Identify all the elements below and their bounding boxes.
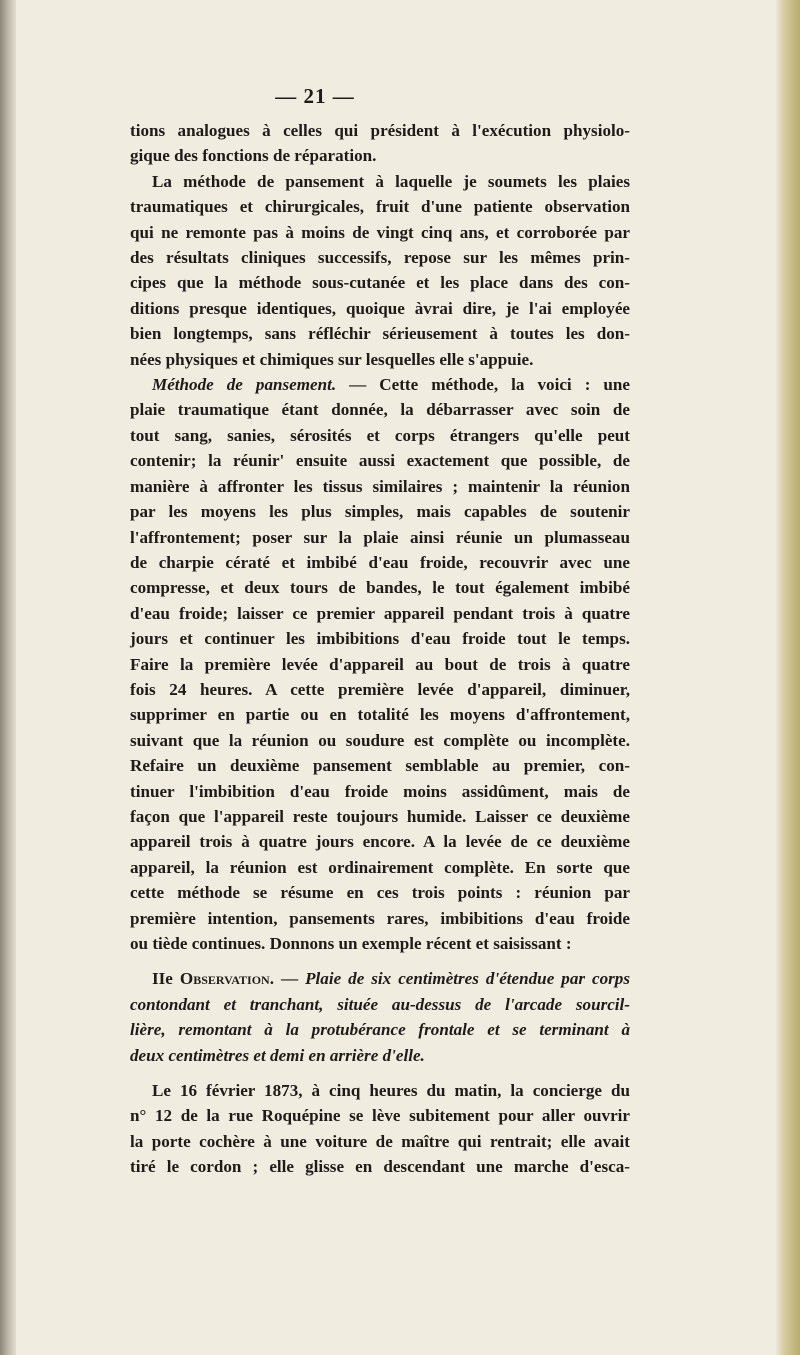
text-line: qui ne remonte pas à moins de vingt cinq ans, et corroborée par <box>130 222 630 242</box>
observation-number: IIe <box>152 969 173 989</box>
observation-title-line: contondant et tranchant, située au-dessus de l'arcade sourcil- <box>130 994 630 1014</box>
text-line: fois 24 heures. A cette première levée d'appareil, diminuer, <box>130 679 630 699</box>
text-line: bien longtemps, sans réfléchir sérieusement à toutes les don- <box>130 324 630 344</box>
observation-heading-line <box>130 966 630 991</box>
page-body <box>130 118 630 1180</box>
section-heading: Méthode de pansement. <box>152 375 337 395</box>
text-line: La méthode de pansement à laquelle je soumets les plaies <box>152 171 630 191</box>
text-line: traumatiques et chirurgicales, fruit d'une patiente observation <box>130 197 630 217</box>
observation-title: Plaie de six centimètres d'étendue par corps <box>305 969 630 989</box>
text-line: n° 12 de la rue Roquépine se lève subitement pour aller ouvrir <box>130 1106 630 1126</box>
text-line: contenir; la réunir' ensuite aussi exactement que possible, de <box>130 451 630 471</box>
text-line: première intention, pansements rares, imbibitions d'eau froide <box>130 908 630 928</box>
text-line: cipes que la méthode sous-cutanée et les place dans des con- <box>130 273 630 293</box>
book-spine-shadow <box>0 0 16 1355</box>
text-line: façon que l'appareil reste toujours humide. Laisser ce deuxième <box>130 806 630 826</box>
text-line: de charpie cératé et imbibé d'eau froide, recouvrir avec une <box>130 552 630 572</box>
observation-title-line: deux centimètres et demi en arrière d'elle. <box>130 1045 425 1065</box>
text-line: ditions presque identiques, quoique àvrai dire, je l'ai employée <box>130 298 630 318</box>
text-line: l'affrontement; poser sur la plaie ainsi réunie un plumasseau <box>130 527 630 547</box>
text-line: compresse, et deux tours de bandes, le tout également imbibé <box>130 578 630 598</box>
page-edge <box>776 0 800 1355</box>
text-line: supprimer en partie ou en totalité les moyens d'affrontement, <box>130 705 630 725</box>
section-heading-line <box>130 372 630 397</box>
text-line: par les moyens les plus simples, mais capables de soutenir <box>130 502 630 522</box>
text-line: nées physiques et chimiques sur lesquelles elle s'appuie. <box>130 349 534 369</box>
text-line: gique des fonctions de réparation. <box>130 146 377 166</box>
text-line: tout sang, sanies, sérosités et corps étrangers qu'elle peut <box>130 425 630 445</box>
text-line: tinuer l'imbibition d'eau froide moins assidûment, mais de <box>130 781 630 801</box>
text-line: Faire la première levée d'appareil au bout de trois à quatre <box>130 654 630 674</box>
text-line: cette méthode se résume en ces trois points : réunion par <box>130 883 630 903</box>
text-line: Le 16 février 1873, à cinq heures du matin, la concierge du <box>152 1081 630 1101</box>
text-line: plaie traumatique étant donnée, la débarrasser avec soin de <box>130 400 630 420</box>
text-fragment: — <box>273 969 306 989</box>
page-number: — 21 — <box>275 84 355 108</box>
paragraph-gap <box>130 956 630 966</box>
text-line: d'eau froide; laisser ce premier appareil pendant trois à quatre <box>130 603 630 623</box>
text-line: Refaire un deuxième pansement semblable au premier, con- <box>130 756 630 776</box>
text-line: manière à affronter les tissus similaires ; maintenir la réunion <box>130 476 630 496</box>
observation-label: Observation. <box>179 969 274 989</box>
text-fragment: — Cette méthode, la voici : une <box>336 375 631 395</box>
text-line: jours et continuer les imbibitions d'eau froide tout le temps. <box>130 629 630 649</box>
text-line: tions analogues à celles qui président à l'exécution physiolo- <box>130 121 630 140</box>
text-line: ou tiède continues. Donnons un exemple récent et saisissant : <box>130 934 572 953</box>
text-line: des résultats cliniques successifs, repose sur les mêmes prin- <box>130 248 630 268</box>
paragraph-gap <box>130 1068 630 1078</box>
text-line: suivant que la réunion ou soudure est complète ou incomplète. <box>130 730 630 750</box>
text-line: la porte cochère à une voiture de maître qui rentrait; elle avait <box>130 1131 630 1151</box>
observation-title-line: lière, remontant à la protubérance frontale et se terminant à <box>130 1020 630 1040</box>
text-line: appareil, la réunion est ordinairement complète. En sorte que <box>130 857 630 877</box>
text-line: appareil trois à quatre jours encore. A la levée de ce deuxième <box>130 832 630 852</box>
text-line: tiré le cordon ; elle glisse en descendant une marche d'esca- <box>130 1157 630 1177</box>
